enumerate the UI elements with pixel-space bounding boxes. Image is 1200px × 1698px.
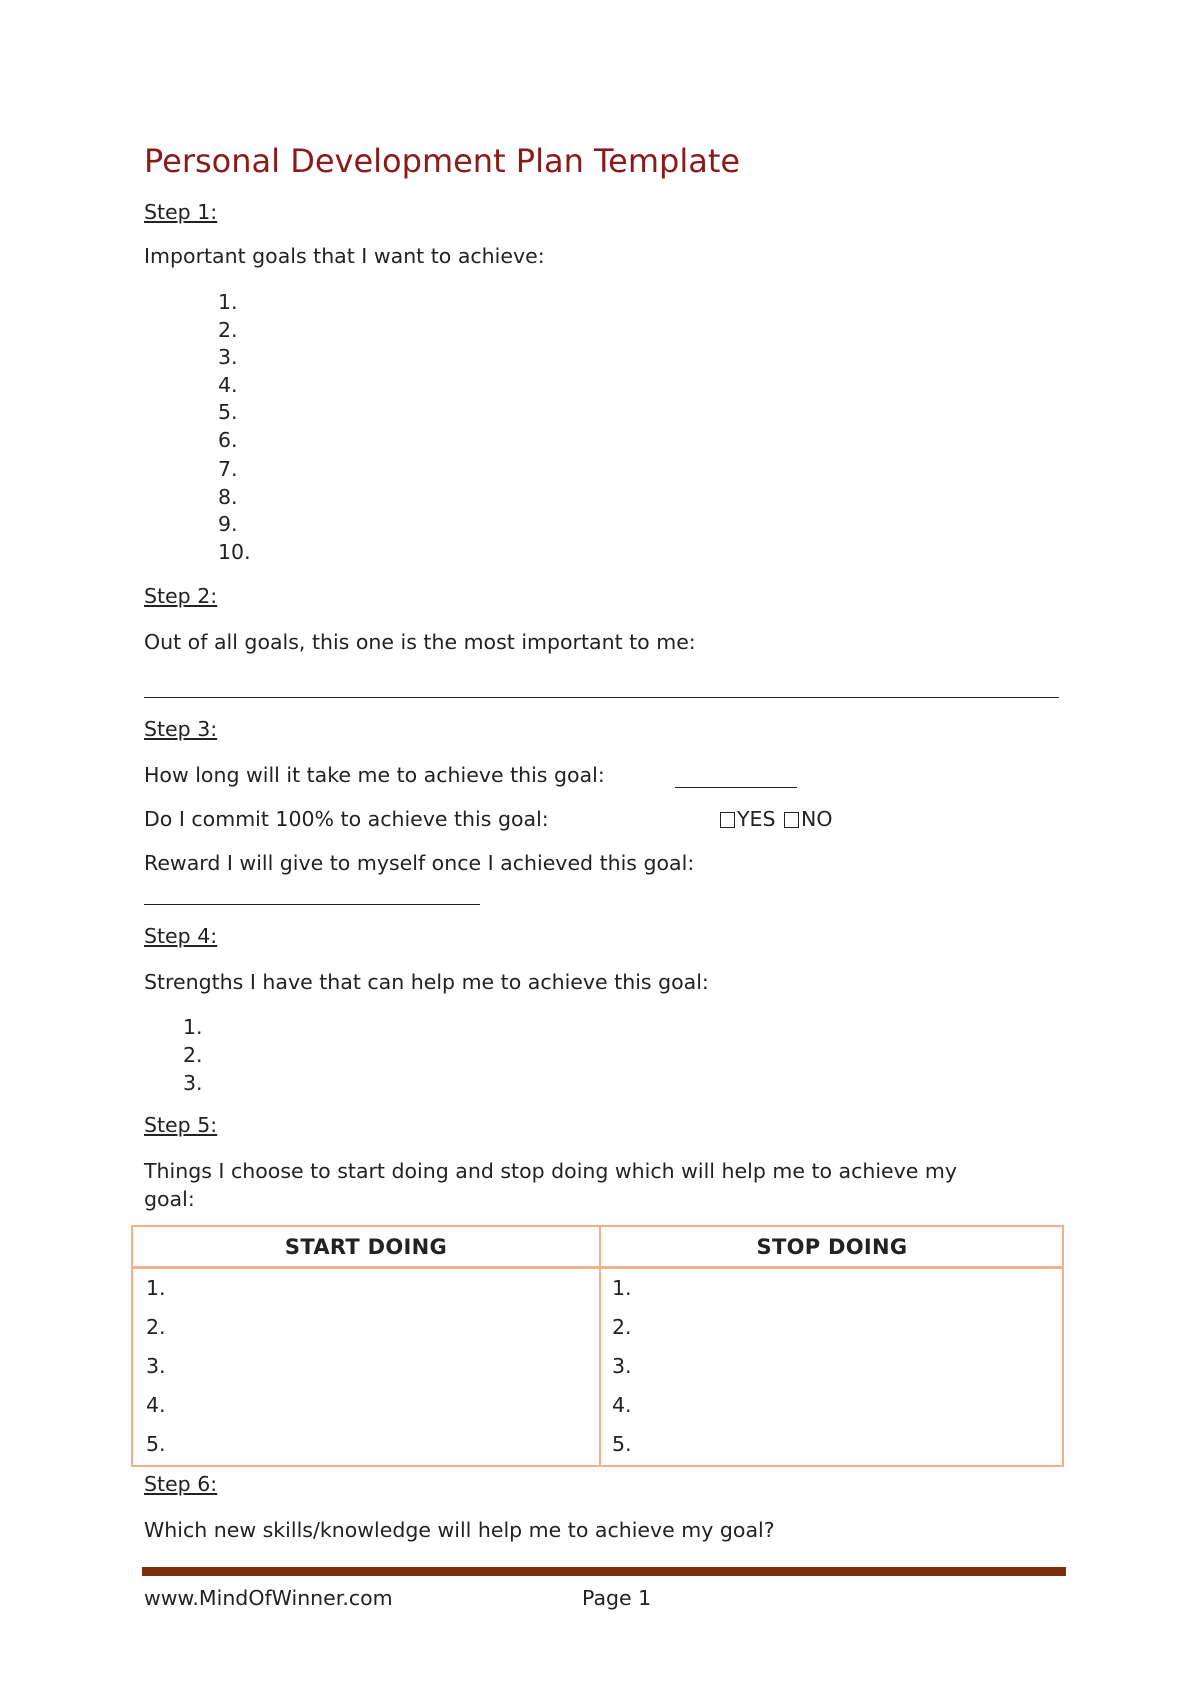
how-long-prompt: How long will it take me to achieve this goal: (144, 763, 605, 787)
start-doing-item-5: 5. (146, 1432, 166, 1456)
goal-item-5: 5. (218, 400, 238, 424)
stop-doing-item-2: 2. (612, 1315, 632, 1339)
table-header-row (133, 1227, 1062, 1269)
step4-label: Step 4: (144, 924, 218, 948)
goal-item-9: 9. (218, 512, 238, 536)
goal-item-4: 4. (218, 373, 238, 397)
reward-prompt: Reward I will give to myself once I achieved this goal: (144, 851, 695, 875)
start-doing-item-4: 4. (146, 1393, 166, 1417)
footer-page-number: Page 1 (582, 1586, 652, 1610)
step1-prompt: Important goals that I want to achieve: (144, 244, 545, 268)
start-doing-header: START DOING (284, 1235, 448, 1259)
footer-website-link[interactable]: www.MindOfWinner.com (144, 1586, 393, 1610)
goal-item-10: 10. (218, 540, 251, 564)
start-doing-item-2: 2. (146, 1315, 166, 1339)
start-stop-table (131, 1225, 1064, 1467)
yes-checkbox[interactable] (720, 812, 735, 828)
step4-prompt: Strengths I have that can help me to achieve this goal: (144, 970, 709, 994)
page-title: Personal Development Plan Template (144, 142, 741, 180)
goal-item-3: 3. (218, 345, 238, 369)
start-doing-item-3: 3. (146, 1354, 166, 1378)
strength-item-2: 2. (183, 1043, 203, 1067)
goal-item-8: 8. (218, 485, 238, 509)
commit-options (720, 807, 833, 831)
goal-item-6: 6. (218, 428, 238, 452)
goal-item-1: 1. (218, 290, 238, 314)
step5-label: Step 5: (144, 1113, 218, 1137)
stop-doing-header: STOP DOING (756, 1235, 908, 1259)
footer-divider-bar (142, 1567, 1066, 1576)
stop-doing-item-3: 3. (612, 1354, 632, 1378)
how-long-line (675, 787, 797, 788)
stop-doing-item-1: 1. (612, 1276, 632, 1300)
no-label: NO (801, 807, 833, 831)
goal-item-7: 7. (218, 457, 238, 481)
yes-label: YES (737, 807, 776, 831)
commit-prompt: Do I commit 100% to achieve this goal: (144, 807, 549, 831)
most-important-goal-line (144, 697, 1059, 698)
strength-item-1: 1. (183, 1015, 203, 1039)
step6-label: Step 6: (144, 1472, 218, 1496)
step5-prompt-line1: Things I choose to start doing and stop doing which will help me to achieve my (144, 1159, 958, 1183)
step6-prompt: Which new skills/knowledge will help me to achieve my goal? (144, 1518, 775, 1542)
start-doing-item-1: 1. (146, 1276, 166, 1300)
table-column-divider (599, 1227, 601, 1465)
step2-prompt: Out of all goals, this one is the most important to me: (144, 630, 696, 654)
strength-item-3: 3. (183, 1071, 203, 1095)
reward-line (144, 904, 480, 905)
stop-doing-item-4: 4. (612, 1393, 632, 1417)
goal-item-2: 2. (218, 318, 238, 342)
step1-label: Step 1: (144, 200, 218, 224)
stop-doing-item-5: 5. (612, 1432, 632, 1456)
no-checkbox[interactable] (784, 812, 799, 828)
step5-prompt-line2: goal: (144, 1187, 195, 1211)
step2-label: Step 2: (144, 584, 218, 608)
step3-label: Step 3: (144, 717, 218, 741)
